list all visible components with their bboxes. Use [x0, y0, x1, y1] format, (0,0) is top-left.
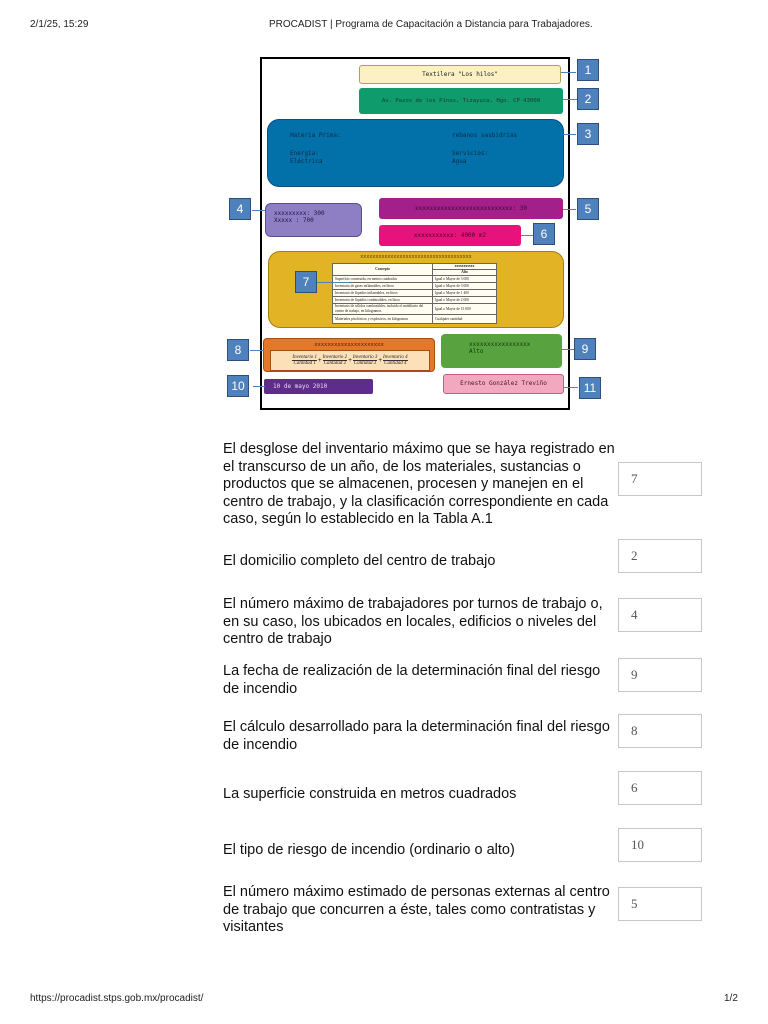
connector-line: [564, 387, 578, 388]
callout-10: 10: [227, 375, 249, 397]
table-row: [333, 315, 497, 324]
workers-box: [265, 203, 362, 237]
answer-field[interactable]: 4: [618, 598, 702, 632]
table-row: [333, 304, 497, 315]
question-text: El número máximo de trabajadores por turnos de trabajo o, en su caso, los ubicados en locales, edificios o niveles del centro de trabajo: [223, 596, 603, 647]
workers-line-1: xxxxxxxxx: 300: [274, 210, 325, 217]
company-box: [359, 65, 561, 84]
callout-5: 5: [577, 198, 599, 220]
callout-1: 1: [577, 59, 599, 81]
materials-box: [267, 119, 564, 187]
page-title: PROCADIST | Programa de Capacitación a Distancia para Trabajadores.: [269, 19, 593, 30]
energy-label: Energía:: [290, 150, 319, 157]
answer-field[interactable]: 7: [618, 462, 702, 496]
print-url: https://procadist.stps.gob.mx/procadist/: [30, 993, 204, 1004]
connector-line: [563, 209, 576, 210]
external-people-text: xxxxxxxxxxxxxxxxxxxxxxxxxxx: 30: [415, 205, 527, 212]
question-text: El desglose del inventario máximo que se haya registrado en el transcurso de un año, de los materiales, sustancias o productos que se almacenen, procesen y manejen en el centro de trabajo, y la clasificación correspondiente en cada caso, según lo establecido en la Tabla A.1: [223, 441, 615, 527]
connector-line: [563, 99, 577, 100]
connector-line: [250, 350, 264, 351]
table-row: [333, 290, 497, 297]
inventory-table: [332, 263, 497, 324]
fraction: $\frac{\text{Inventario 4}}{\text{Cantidad 4}}$: [383, 355, 408, 366]
fraction: $\frac{\text{Inventario 2}}{\text{Cantidad 2}}$: [322, 355, 348, 366]
person-name: Ernesto González Treviño: [460, 380, 547, 387]
callout-4: 4: [229, 198, 251, 220]
answer-field[interactable]: 6: [618, 771, 702, 805]
answer-field[interactable]: 8: [618, 714, 702, 748]
surface-box: [379, 225, 521, 246]
question-text: La superficie construida en metros cuadrados: [223, 786, 517, 802]
connector-line: [563, 134, 576, 135]
table-cell: Superficie construida, en metros cuadrados: [333, 276, 433, 283]
table-cell: Igual o Mayor de 3 000: [433, 276, 497, 283]
connector-line: [561, 72, 576, 73]
answer-field[interactable]: 5: [618, 887, 702, 921]
connector-line: [521, 235, 533, 236]
table-cell: Inventario de líquidos combustibles, en litros: [333, 297, 433, 304]
answer-field[interactable]: 10: [618, 828, 702, 862]
question-text: El domicilio completo del centro de trabajo: [223, 553, 496, 569]
table-cell: Igual o Mayor de 2 000: [433, 297, 497, 304]
callout-8: 8: [227, 339, 249, 361]
address-box: [359, 88, 563, 114]
external-people-box: [379, 198, 563, 219]
callout-11: 11: [579, 377, 601, 399]
company-name: Textilera "Los hilos": [422, 71, 498, 78]
callout-3: 3: [577, 123, 599, 145]
risk-box: [441, 334, 562, 368]
table-cell: Igual o Mayor de 3 000: [433, 283, 497, 290]
table-cell: Igual o Mayor de 15 000: [433, 304, 497, 315]
table-cell: Igual o Mayor de 1 400: [433, 290, 497, 297]
address-text: Av. Pazos de los Pinos, Tizayuca, Hgo. CP 43000: [381, 98, 541, 104]
table-cell: Inventario de gases inflamables, en litros: [333, 283, 433, 290]
date-box: [264, 379, 373, 394]
date-text: 10 de mayo 2010: [273, 383, 328, 390]
services-value: Agua: [452, 158, 467, 165]
table-row: [333, 276, 497, 283]
risk-line-1: xxxxxxxxxxxxxxxxx: [469, 341, 531, 348]
inventory-heading: xxxxxxxxxxxxxxxxxxxxxxxxxxxxxxxxxxxxx: [360, 254, 472, 260]
question-text: El cálculo desarrollado para la determinación final del riesgo de incendio: [223, 719, 610, 753]
raw-material-value: rebanos sasbidrias: [452, 132, 518, 139]
callout-9: 9: [574, 338, 596, 360]
table-cell: Inventario de líquidos inflamables, en litros: [333, 290, 433, 297]
connector-line: [253, 386, 265, 387]
callout-2: 2: [577, 88, 599, 110]
energy-value: Eléctrica: [290, 158, 323, 165]
question-text: La fecha de realización de la determinación final del riesgo de incendio: [223, 663, 601, 697]
inventory-table-subcolumn: Alto: [433, 270, 497, 276]
table-row: [333, 283, 497, 290]
callout-7: 7: [295, 271, 317, 293]
inventory-table-title: Concepto: [333, 264, 433, 276]
connector-line: [317, 282, 349, 283]
inventory-table-column: xxxxxxxxxxx: [433, 264, 497, 270]
table-cell: Materiales pirofóricos y explosivos, en kilogramos: [333, 315, 433, 324]
calculation-formula: $\frac{\text{Inventario 1}}{\text{Cantidad 1}}$ + $\frac{\text{Inventario 2}}{\text{Cantidad 2}}$ + $\frac{\text{Inventario 3}}{\text{Cantidad 3}}$ + $\frac{\text{Inventario 4}}{\text{Cantidad 4}}$: [270, 350, 430, 371]
table-row: [333, 297, 497, 304]
raw-material-label: Materia Prima:: [290, 132, 341, 139]
workers-line-2: Xxxxx : 700: [274, 217, 314, 224]
table-cell: Cualquier cantidad: [433, 315, 497, 324]
answer-field[interactable]: 9: [618, 658, 702, 692]
connector-line: [252, 210, 265, 211]
risk-line-2: Alto: [469, 348, 484, 355]
fraction: $\frac{\text{Inventario 3}}{\text{Cantidad 3}}$: [352, 355, 378, 366]
calculation-heading: xxxxxxxxxxxxxxxxxxxxx: [314, 342, 384, 348]
callout-6: 6: [533, 223, 555, 245]
connector-line: [562, 349, 574, 350]
fraction: $\frac{\text{Inventario 1}}{\text{Cantidad 1}}$: [292, 355, 317, 366]
person-box: [443, 374, 564, 394]
calculation-box: [263, 338, 435, 372]
page-number: 1/2: [724, 993, 738, 1004]
services-label: Servicios:: [452, 150, 489, 157]
print-datetime: 2/1/25, 15:29: [30, 19, 89, 30]
answer-field[interactable]: 2: [618, 539, 702, 573]
question-text: El número máximo estimado de personas externas al centro de trabajo que concurren a éste, tales como contratistas y visitantes: [223, 884, 610, 935]
surface-text: xxxxxxxxxxx: 4000 m2: [413, 232, 487, 239]
question-text: El tipo de riesgo de incendio (ordinario o alto): [223, 842, 515, 858]
table-cell: Inventario de sólidos combustibles, incluido el mobiliario del centro de trabajo, en kilogramos: [333, 304, 433, 315]
